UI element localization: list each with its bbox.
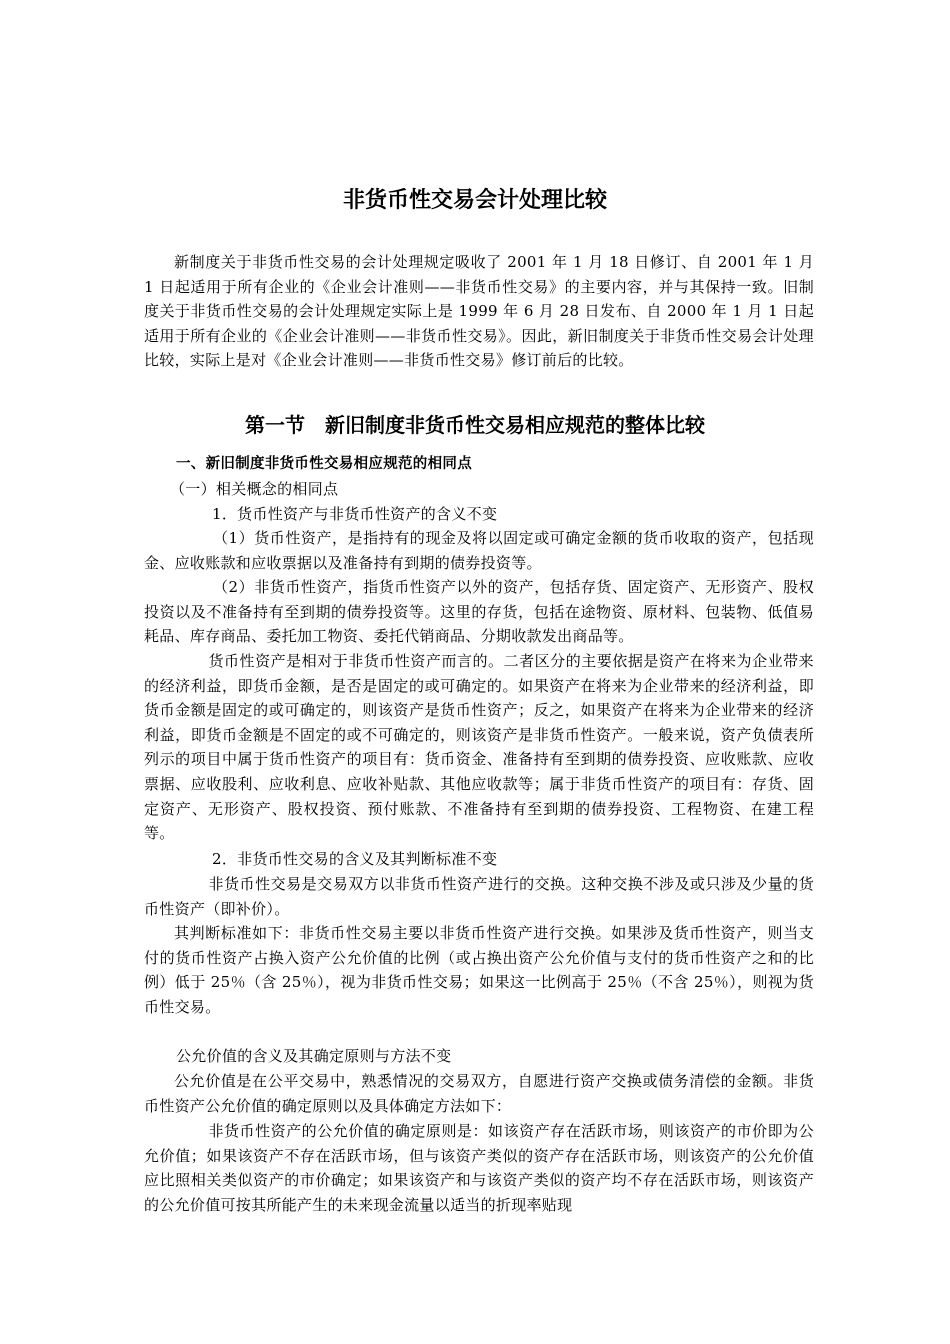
item-1-heading: 1．货币性资产与非货币性资产的含义不变	[212, 505, 498, 523]
item-2-paragraph-2: 其判断标准如下：非货币性交易主要以非货币性资产进行交换。如果涉及货币性资产，则当支付的货币性资产占换入资产公允价值的比例（或占换出资产公允价值与支付的货币性资产之和的比例）低于 25％（含 25％），视为非货币性交易；如果这一比例高于 25％（不含 25％），则视为货币性交易。	[144, 924, 814, 1016]
document-title: 非货币性交易会计处理比较	[342, 188, 607, 213]
item-2-paragraph-1: 非货币性交易是交易双方以非货币性资产进行的交换。这种交换不涉及或只涉及少量的货币性资产（即补价）。	[144, 875, 814, 918]
heading-1: 一、新旧制度非货币性交易相应规范的相同点	[176, 456, 472, 472]
item-1-paragraph-1: （1）货币性资产，是指持有的现金及将以固定或可确定金额的货币收取的资产，包括现金、应收账款和应收票据以及准备持有到期的债券投资等。	[144, 529, 814, 572]
item-1-paragraph-3: 货币性资产是相对于非货币性资产而言的。二者区分的主要依据是资产在将来为企业带来的经济利益，即货币金额，是否是固定的或可确定的。如果资产在将来为企业带来的经济利益，即货币金额是固定的或可确定的，则该资产是货币性资产；反之，如果资产在将来为企业带来的经济利益，即货币金额是不固定的或不可确定的，则该资产是非货币性资产。一般来说，资产负债表所列示的项目中属于货币性资产的项目有：货币资金、准备持有至到期的债券投资、应收账款、应收票据、应收股利、应收利息、应收补贴款、其他应收款等；属于非货币性资产的项目有：存货、固定资产、无形资产、股权投资、预付账款、不准备持有至到期的债券投资、工程物资、在建工程等。	[144, 652, 814, 843]
item-3-heading: 公允价值的含义及其确定原则与方法不变	[176, 1047, 452, 1065]
item-3-paragraph-1: 公允价值是在公平交易中，熟悉情况的交易双方，自愿进行资产交换或债务清偿的金额。非货币性资产公允价值的确定原则以及具体确定方法如下：	[144, 1072, 814, 1115]
item-3-paragraph-2: 非货币性资产的公允价值的确定原则是：如该资产存在活跃市场，则该资产的市价即为公允价值；如果该资产不存在活跃市场，但与该资产类似的资产存在活跃市场，则该资产的公允价值应比照相关类似资产的市价确定；如果该资产和与该资产类似的资产均不存在活跃市场，则该资产的公允价值可按其所能产生的未来现金流量以适当的折现率贴现	[144, 1122, 814, 1214]
section-title: 第一节 新旧制度非货币性交易相应规范的整体比较	[245, 413, 705, 437]
heading-1-1: （一）相关概念的相同点	[170, 480, 339, 498]
intro-paragraph: 新制度关于非货币性交易的会计处理规定吸收了 2001 年 1 月 18 日修订、自 2001 年 1 月 1 日起适用于所有企业的《企业会计准则——非货币性交易》的主要内容，并与其保持一致。旧制度关于非货币性交易的会计处理规定实际上是 1999 年 6 月 28 日发布、自 2000 年 1 月 1 日起适用于所有企业的《企业会计准则——非货币性交易》。因此，新旧制度关于非货币性交易会计处理比较，实际上是对《企业会计准则——非货币性交易》修订前后的比较。	[144, 253, 814, 370]
item-2-heading: 2．非货币性交易的含义及其判断标准不变	[212, 850, 498, 868]
item-1-paragraph-2: （2）非货币性资产，指货币性资产以外的资产，包括存货、固定资产、无形资产、股权投资以及不准备持有至到期的债券投资等。这里的存货，包括在途物资、原材料、包装物、低值易耗品、库存商品、委托加工物资、委托代销商品、分期收款发出商品等。	[144, 578, 814, 646]
